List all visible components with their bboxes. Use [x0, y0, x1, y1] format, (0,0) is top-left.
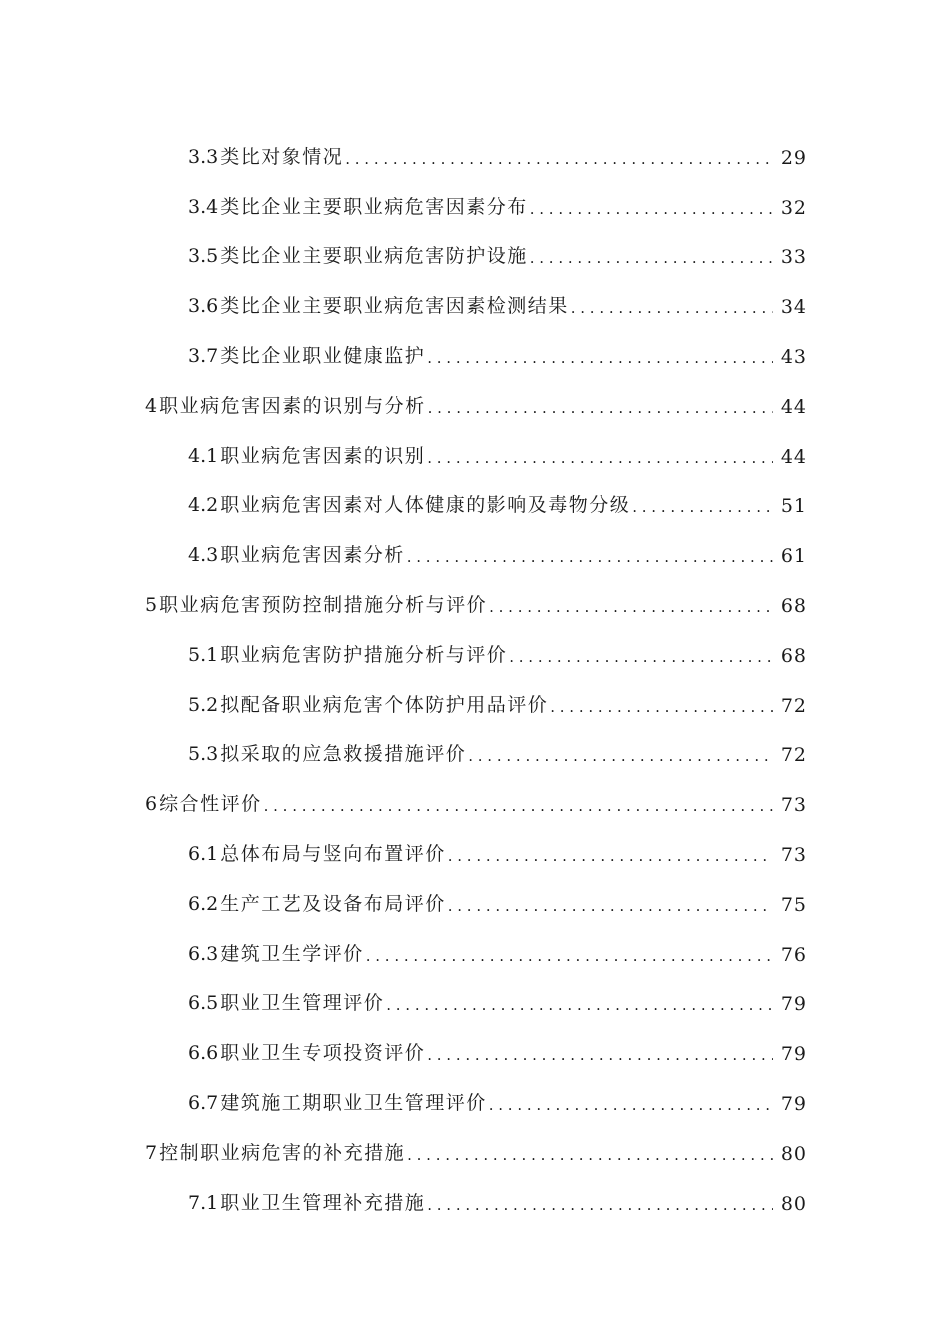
toc-entry-number: 3.3	[188, 145, 219, 168]
toc-page-number: 32	[780, 196, 807, 219]
toc-page-number: 44	[780, 395, 807, 418]
toc-dot-leader	[550, 698, 773, 717]
toc-page-number: 80	[780, 1192, 807, 1215]
toc-entry-label	[188, 1038, 425, 1065]
toc-entry-title: 职业卫生管理评价	[220, 992, 385, 1015]
toc-page-number: 80	[780, 1142, 807, 1165]
toc-entry-title: 职业病危害因素的识别	[220, 444, 426, 467]
toc-dot-leader	[427, 1196, 773, 1215]
toc-dot-leader	[428, 399, 773, 418]
toc-entry-number: 4	[145, 394, 158, 417]
toc-dot-leader	[509, 648, 773, 667]
toc-entry-title: 拟配备职业病危害个体防护用品评价	[220, 693, 549, 716]
toc-dot-leader	[448, 847, 773, 866]
toc-page-number: 68	[780, 594, 807, 617]
toc-entry-title: 控制职业病危害的补充措施	[159, 1141, 406, 1164]
toc-entry-number: 5.2	[188, 693, 219, 716]
toc-entry-title: 类比企业主要职业病危害因素分布	[220, 195, 528, 218]
toc-page-number: 34	[780, 296, 807, 319]
toc-entry-label	[188, 341, 425, 368]
toc-entry[interactable]	[0, 175, 950, 225]
toc-entry-label	[188, 540, 405, 567]
toc-dot-leader	[264, 797, 773, 816]
toc-entry-title: 建筑卫生学评价	[220, 942, 364, 965]
toc-entry[interactable]	[0, 673, 950, 723]
toc-entry[interactable]	[0, 922, 950, 972]
toc-dot-leader	[571, 299, 773, 318]
toc-entry-number: 6.3	[188, 942, 219, 965]
toc-page-number: 68	[780, 644, 807, 667]
toc-entry[interactable]	[0, 872, 950, 922]
toc-page-number: 51	[780, 495, 807, 518]
toc-entry-number: 6.5	[188, 992, 219, 1015]
toc-entry-number: 7	[145, 1141, 158, 1164]
toc-entry-label	[188, 192, 528, 219]
toc-entry-number: 3.7	[188, 344, 219, 367]
toc-dot-leader	[632, 498, 773, 517]
toc-entry-number: 3.5	[188, 245, 219, 268]
toc-entry-number: 3.4	[188, 195, 219, 218]
toc-entry[interactable]	[0, 1021, 950, 1071]
toc-entry-title: 职业病危害因素分析	[220, 544, 405, 567]
toc-entry[interactable]	[0, 424, 950, 474]
toc-entry-title: 类比企业主要职业病危害因素检测结果	[220, 295, 569, 318]
toc-entry-number: 4.2	[188, 494, 219, 517]
toc-page-number: 79	[780, 993, 807, 1016]
toc-dot-leader	[427, 349, 773, 368]
toc-dot-leader	[489, 598, 773, 617]
toc-entry-label	[188, 839, 446, 866]
toc-entry-label	[188, 291, 569, 318]
toc-entry-number: 6.2	[188, 892, 219, 915]
toc-entry-label	[188, 988, 384, 1015]
toc-entry-label	[188, 939, 364, 966]
toc-entry-title: 职业病危害预防控制措施分析与评价	[159, 593, 488, 616]
toc-entry-title: 建筑施工期职业卫生管理评价	[220, 1091, 487, 1114]
table-of-contents	[0, 125, 950, 1221]
toc-entry[interactable]	[0, 225, 950, 275]
toc-entry-number: 6	[145, 793, 158, 816]
toc-entry-label	[188, 490, 630, 517]
toc-chapter[interactable]	[0, 573, 950, 623]
toc-entry-title: 类比企业职业健康监护	[220, 344, 426, 367]
toc-page-number: 44	[780, 445, 807, 468]
toc-dot-leader	[530, 200, 773, 219]
toc-entry-label	[145, 789, 262, 816]
toc-entry[interactable]	[0, 125, 950, 175]
toc-entry[interactable]	[0, 1071, 950, 1121]
toc-dot-leader	[489, 1096, 773, 1115]
toc-entry-label	[188, 1188, 425, 1215]
toc-page-number: 76	[780, 943, 807, 966]
toc-chapter[interactable]	[0, 374, 950, 424]
toc-entry-number: 6.1	[188, 842, 219, 865]
toc-dot-leader	[427, 449, 773, 468]
toc-entry-title: 职业病危害因素对人体健康的影响及毒物分级	[220, 494, 631, 517]
toc-dot-leader	[427, 1046, 773, 1065]
toc-page-number: 75	[780, 893, 807, 916]
toc-entry[interactable]	[0, 723, 950, 773]
toc-entry-title: 类比对象情况	[220, 145, 344, 168]
toc-entry-title: 职业卫生专项投资评价	[220, 1042, 426, 1065]
toc-entry-label	[188, 142, 343, 169]
toc-dot-leader	[407, 1146, 773, 1165]
toc-page-number: 79	[780, 1043, 807, 1066]
toc-entry-number: 4.3	[188, 544, 219, 567]
toc-entry-number: 3.6	[188, 295, 219, 318]
toc-entry-title: 类比企业主要职业病危害防护设施	[220, 245, 528, 268]
toc-dot-leader	[468, 747, 773, 766]
toc-entry-label	[188, 889, 446, 916]
toc-entry[interactable]	[0, 523, 950, 573]
toc-entry-number: 6.6	[188, 1042, 219, 1065]
toc-dot-leader	[530, 249, 773, 268]
toc-entry[interactable]	[0, 474, 950, 524]
toc-entry-label	[188, 441, 425, 468]
toc-entry[interactable]	[0, 324, 950, 374]
toc-page-number: 43	[780, 345, 807, 368]
toc-entry[interactable]	[0, 274, 950, 324]
toc-chapter[interactable]	[0, 772, 950, 822]
toc-entry-title: 综合性评价	[159, 793, 262, 816]
toc-entry-label	[188, 1088, 487, 1115]
toc-page-number: 72	[780, 744, 807, 767]
toc-entry-number: 5.3	[188, 743, 219, 766]
toc-entry-label	[145, 590, 487, 617]
toc-entry-number: 7.1	[188, 1191, 219, 1214]
toc-page-number: 73	[780, 794, 807, 817]
toc-entry-title: 拟采取的应急救援措施评价	[220, 743, 467, 766]
toc-dot-leader	[386, 996, 773, 1015]
toc-entry-label	[145, 1138, 405, 1165]
toc-entry-number: 4.1	[188, 444, 219, 467]
toc-entry-label	[188, 640, 507, 667]
toc-entry[interactable]	[0, 623, 950, 673]
toc-entry-title: 生产工艺及设备布局评价	[220, 892, 446, 915]
toc-entry[interactable]	[0, 822, 950, 872]
toc-entry-title: 职业卫生管理补充措施	[220, 1191, 426, 1214]
toc-dot-leader	[407, 548, 773, 567]
toc-entry[interactable]	[0, 972, 950, 1022]
toc-entry-number: 5	[145, 593, 158, 616]
toc-dot-leader	[448, 897, 773, 916]
toc-chapter[interactable]	[0, 1121, 950, 1171]
toc-page-number: 79	[780, 1092, 807, 1115]
toc-entry[interactable]	[0, 1171, 950, 1221]
toc-page-number: 33	[780, 246, 807, 269]
toc-entry-number: 6.7	[188, 1091, 219, 1114]
toc-entry-title: 职业病危害因素的识别与分析	[159, 394, 426, 417]
toc-entry-title: 总体布局与竖向布置评价	[220, 842, 446, 865]
toc-entry-label	[188, 241, 528, 268]
toc-entry-label	[145, 391, 426, 418]
toc-page-number: 73	[780, 843, 807, 866]
toc-entry-title: 职业病危害防护措施分析与评价	[220, 643, 508, 666]
toc-page-number: 61	[780, 545, 807, 568]
toc-dot-leader	[366, 947, 773, 966]
toc-entry-number: 5.1	[188, 643, 219, 666]
toc-entry-label	[188, 690, 548, 717]
toc-page-number: 72	[780, 694, 807, 717]
toc-entry-label	[188, 739, 466, 766]
toc-page-number: 29	[780, 146, 807, 169]
toc-dot-leader	[345, 150, 773, 169]
